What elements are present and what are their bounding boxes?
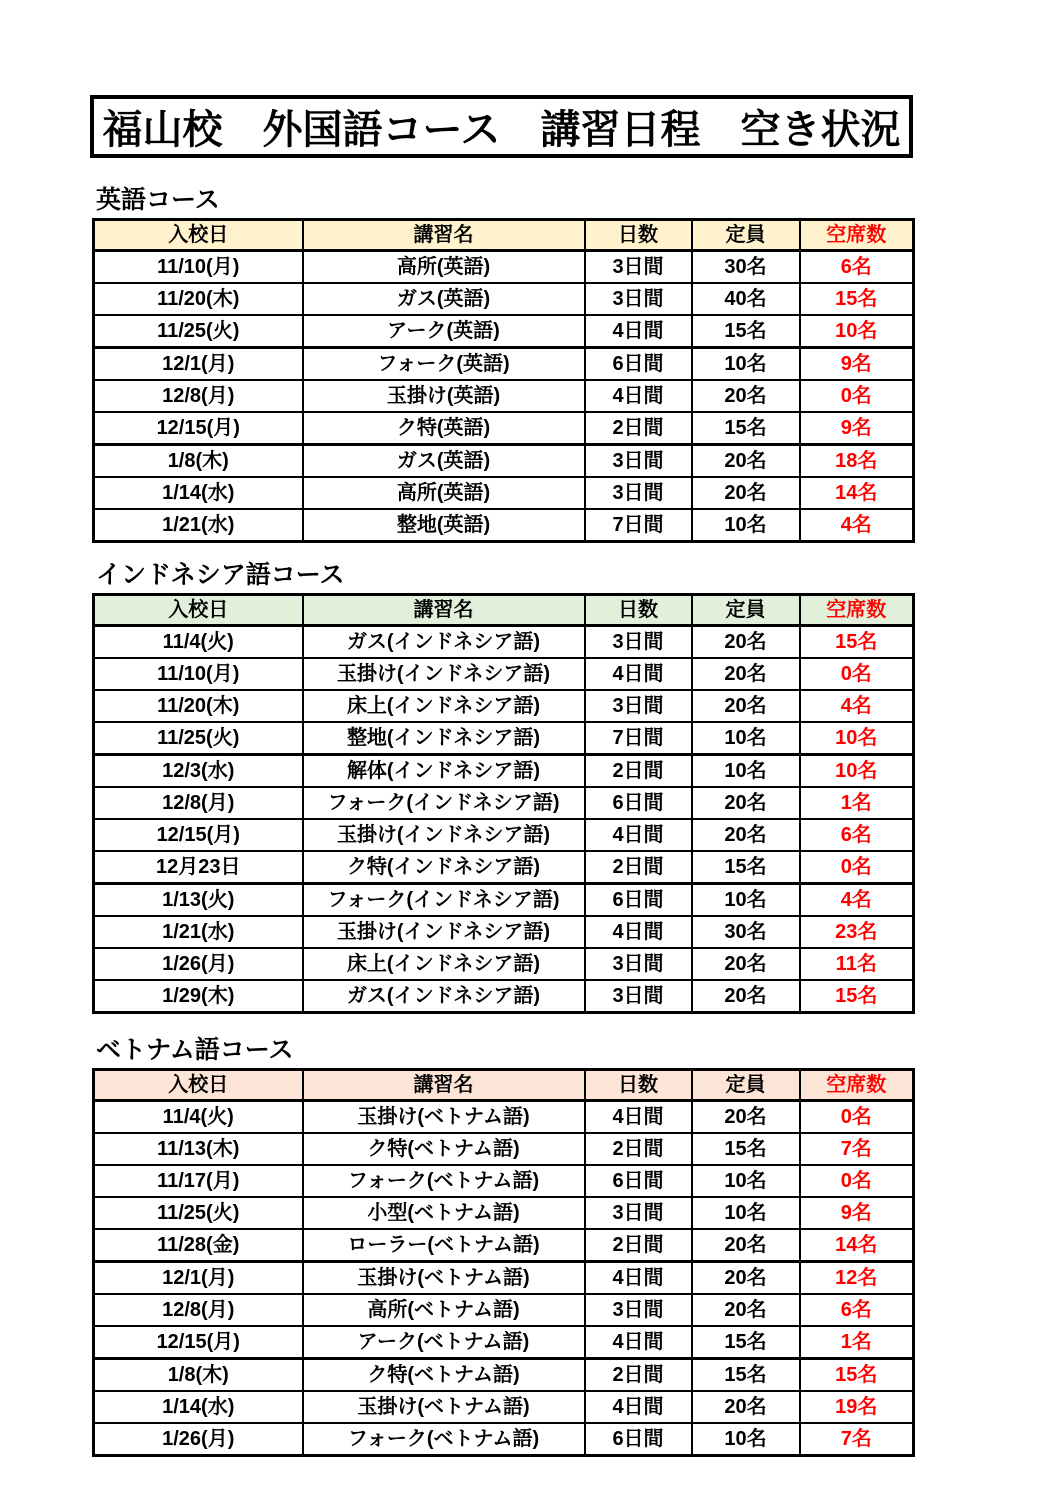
table-row [94, 283, 914, 315]
cell-entry-date: 12/15(月) [94, 412, 303, 445]
table-row [94, 626, 914, 659]
cell-capacity: 20名 [692, 445, 800, 478]
cell-course-name: ガス(インドネシア語) [303, 980, 585, 1013]
cell-days: 3日間 [585, 445, 692, 478]
cell-vacancy: 7名 [800, 1133, 914, 1165]
cell-entry-date: 11/20(木) [94, 283, 303, 315]
cell-days: 2日間 [585, 1229, 692, 1262]
cell-vacancy: 12名 [800, 1262, 914, 1295]
schedule-table-indonesian [92, 593, 915, 1014]
col-header-entry-date: 入校日 [94, 220, 303, 251]
table-row [94, 1229, 914, 1262]
cell-entry-date: 11/20(木) [94, 690, 303, 722]
cell-course-name: アーク(ベトナム語) [303, 1326, 585, 1359]
cell-days: 2日間 [585, 1359, 692, 1392]
table-row [94, 1423, 914, 1456]
cell-course-name: 高所(ベトナム語) [303, 1294, 585, 1326]
table-row [94, 251, 914, 284]
col-header-entry-date: 入校日 [94, 1070, 303, 1101]
cell-capacity: 15名 [692, 1133, 800, 1165]
cell-entry-date: 12/1(月) [94, 348, 303, 381]
col-header-capacity: 定員 [692, 1070, 800, 1101]
cell-course-name: 玉掛け(英語) [303, 380, 585, 412]
cell-days: 2日間 [585, 1133, 692, 1165]
cell-capacity: 10名 [692, 1423, 800, 1456]
cell-course-name: フォーク(ベトナム語) [303, 1165, 585, 1197]
table-row [94, 851, 914, 884]
cell-vacancy: 6名 [800, 1294, 914, 1326]
cell-capacity: 15名 [692, 1359, 800, 1392]
col-header-course-name: 講習名 [303, 1070, 585, 1101]
cell-entry-date: 12/8(月) [94, 380, 303, 412]
cell-course-name: 玉掛け(ベトナム語) [303, 1262, 585, 1295]
cell-days: 6日間 [585, 1423, 692, 1456]
page-title: 福山校 外国語コース 講習日程 空き状況 [102, 108, 901, 152]
cell-days: 6日間 [585, 1165, 692, 1197]
cell-vacancy: 1名 [800, 787, 914, 819]
table-row [94, 658, 914, 690]
cell-vacancy: 14名 [800, 477, 914, 509]
cell-vacancy: 10名 [800, 755, 914, 788]
table-row [94, 1165, 914, 1197]
cell-vacancy: 0名 [800, 1101, 914, 1134]
cell-vacancy: 6名 [800, 819, 914, 851]
cell-vacancy: 9名 [800, 1197, 914, 1229]
table-row [94, 315, 914, 348]
cell-course-name: 小型(ベトナム語) [303, 1197, 585, 1229]
cell-entry-date: 12/8(月) [94, 1294, 303, 1326]
table-row [94, 1197, 914, 1229]
cell-capacity: 20名 [692, 380, 800, 412]
cell-days: 3日間 [585, 251, 692, 284]
cell-course-name: フォーク(インドネシア語) [303, 787, 585, 819]
table-body-vietnamese [94, 1101, 914, 1456]
cell-vacancy: 4名 [800, 690, 914, 722]
cell-capacity: 40名 [692, 283, 800, 315]
cell-course-name: フォーク(インドネシア語) [303, 884, 585, 917]
cell-course-name: 玉掛け(ベトナム語) [303, 1391, 585, 1423]
cell-capacity: 30名 [692, 916, 800, 948]
cell-course-name: 玉掛け(ベトナム語) [303, 1101, 585, 1134]
cell-entry-date: 1/14(水) [94, 477, 303, 509]
col-header-course-name: 講習名 [303, 220, 585, 251]
cell-capacity: 10名 [692, 722, 800, 755]
cell-capacity: 10名 [692, 884, 800, 917]
course-section-vietnamese [92, 1035, 913, 1457]
cell-days: 3日間 [585, 690, 692, 722]
table-row [94, 477, 914, 509]
cell-vacancy: 15名 [800, 1359, 914, 1392]
cell-vacancy: 11名 [800, 948, 914, 980]
table-row [94, 1294, 914, 1326]
cell-vacancy: 0名 [800, 851, 914, 884]
cell-vacancy: 0名 [800, 1165, 914, 1197]
cell-days: 7日間 [585, 509, 692, 542]
cell-days: 2日間 [585, 851, 692, 884]
cell-capacity: 10名 [692, 348, 800, 381]
table-row [94, 1391, 914, 1423]
table-row [94, 884, 914, 917]
cell-entry-date: 11/25(火) [94, 315, 303, 348]
cell-capacity: 10名 [692, 1165, 800, 1197]
cell-capacity: 10名 [692, 509, 800, 542]
section-label-indonesian: インドネシア語コース [96, 561, 345, 589]
cell-course-name: ガス(英語) [303, 283, 585, 315]
table-row [94, 445, 914, 478]
cell-days: 3日間 [585, 283, 692, 315]
cell-entry-date: 11/4(火) [94, 626, 303, 659]
cell-days: 6日間 [585, 348, 692, 381]
cell-entry-date: 11/10(月) [94, 658, 303, 690]
col-header-course-name: 講習名 [303, 595, 585, 626]
cell-entry-date: 1/26(月) [94, 948, 303, 980]
header-row [94, 1070, 914, 1101]
cell-days: 6日間 [585, 787, 692, 819]
cell-vacancy: 10名 [800, 722, 914, 755]
table-row [94, 1359, 914, 1392]
cell-entry-date: 1/14(水) [94, 1391, 303, 1423]
table-row [94, 787, 914, 819]
cell-capacity: 20名 [692, 819, 800, 851]
cell-course-name: 整地(英語) [303, 509, 585, 542]
cell-days: 7日間 [585, 722, 692, 755]
table-row [94, 348, 914, 381]
cell-entry-date: 11/25(火) [94, 1197, 303, 1229]
cell-course-name: ガス(インドネシア語) [303, 626, 585, 659]
table-row [94, 755, 914, 788]
cell-course-name: 玉掛け(インドネシア語) [303, 658, 585, 690]
cell-course-name: 玉掛け(インドネシア語) [303, 819, 585, 851]
cell-entry-date: 12/15(月) [94, 819, 303, 851]
cell-entry-date: 12/15(月) [94, 1326, 303, 1359]
cell-vacancy: 15名 [800, 283, 914, 315]
cell-vacancy: 0名 [800, 380, 914, 412]
cell-vacancy: 6名 [800, 251, 914, 284]
course-section-indonesian [92, 560, 913, 1014]
cell-capacity: 20名 [692, 787, 800, 819]
cell-course-name: ガス(英語) [303, 445, 585, 478]
cell-vacancy: 4名 [800, 884, 914, 917]
cell-capacity: 10名 [692, 755, 800, 788]
table-row [94, 819, 914, 851]
cell-vacancy: 10名 [800, 315, 914, 348]
col-header-vacancy: 空席数 [800, 220, 914, 251]
cell-capacity: 20名 [692, 1294, 800, 1326]
cell-capacity: 15名 [692, 315, 800, 348]
cell-entry-date: 1/8(木) [94, 445, 303, 478]
cell-course-name: ク特(ベトナム語) [303, 1359, 585, 1392]
cell-vacancy: 9名 [800, 348, 914, 381]
cell-course-name: フォーク(ベトナム語) [303, 1423, 585, 1456]
col-header-capacity: 定員 [692, 595, 800, 626]
cell-capacity: 15名 [692, 851, 800, 884]
cell-course-name: 床上(インドネシア語) [303, 690, 585, 722]
cell-course-name: 解体(インドネシア語) [303, 755, 585, 788]
section-label-vietnamese: ベトナム語コース [96, 1036, 294, 1064]
cell-course-name: ク特(ベトナム語) [303, 1133, 585, 1165]
cell-capacity: 20名 [692, 690, 800, 722]
cell-capacity: 20名 [692, 948, 800, 980]
table-row [94, 948, 914, 980]
cell-days: 3日間 [585, 1197, 692, 1229]
cell-days: 4日間 [585, 658, 692, 690]
cell-entry-date: 12月23日 [94, 851, 303, 884]
cell-days: 6日間 [585, 884, 692, 917]
cell-vacancy: 4名 [800, 509, 914, 542]
cell-vacancy: 23名 [800, 916, 914, 948]
cell-course-name: 玉掛け(インドネシア語) [303, 916, 585, 948]
table-row [94, 690, 914, 722]
header-row [94, 595, 914, 626]
cell-capacity: 20名 [692, 1101, 800, 1134]
cell-entry-date: 1/21(水) [94, 509, 303, 542]
table-row [94, 509, 914, 542]
col-header-days: 日数 [585, 595, 692, 626]
cell-entry-date: 12/1(月) [94, 1262, 303, 1295]
table-row [94, 1326, 914, 1359]
cell-course-name: ローラー(ベトナム語) [303, 1229, 585, 1262]
cell-entry-date: 11/28(金) [94, 1229, 303, 1262]
cell-entry-date: 1/13(火) [94, 884, 303, 917]
table-row [94, 916, 914, 948]
cell-capacity: 20名 [692, 477, 800, 509]
cell-vacancy: 19名 [800, 1391, 914, 1423]
course-section-english [92, 185, 913, 543]
cell-entry-date: 11/17(月) [94, 1165, 303, 1197]
col-header-vacancy: 空席数 [800, 595, 914, 626]
cell-entry-date: 1/29(木) [94, 980, 303, 1013]
col-header-capacity: 定員 [692, 220, 800, 251]
cell-course-name: 整地(インドネシア語) [303, 722, 585, 755]
cell-entry-date: 1/26(月) [94, 1423, 303, 1456]
cell-days: 2日間 [585, 755, 692, 788]
table-row [94, 1262, 914, 1295]
cell-capacity: 10名 [692, 1197, 800, 1229]
cell-entry-date: 11/25(火) [94, 722, 303, 755]
cell-days: 3日間 [585, 626, 692, 659]
cell-course-name: フォーク(英語) [303, 348, 585, 381]
cell-entry-date: 12/8(月) [94, 787, 303, 819]
page-title-box [90, 95, 913, 158]
cell-days: 4日間 [585, 315, 692, 348]
cell-days: 3日間 [585, 948, 692, 980]
cell-vacancy: 0名 [800, 658, 914, 690]
section-label-english: 英語コース [96, 186, 220, 214]
cell-entry-date: 12/3(水) [94, 755, 303, 788]
table-row [94, 412, 914, 445]
cell-days: 2日間 [585, 412, 692, 445]
cell-days: 3日間 [585, 1294, 692, 1326]
table-row [94, 1101, 914, 1134]
table-row [94, 980, 914, 1013]
cell-entry-date: 11/13(木) [94, 1133, 303, 1165]
table-row [94, 1133, 914, 1165]
cell-days: 4日間 [585, 819, 692, 851]
cell-course-name: ク特(インドネシア語) [303, 851, 585, 884]
cell-course-name: 高所(英語) [303, 251, 585, 284]
col-header-days: 日数 [585, 220, 692, 251]
cell-capacity: 30名 [692, 251, 800, 284]
table-row [94, 722, 914, 755]
cell-days: 4日間 [585, 1101, 692, 1134]
cell-days: 4日間 [585, 380, 692, 412]
cell-capacity: 20名 [692, 626, 800, 659]
cell-capacity: 15名 [692, 1326, 800, 1359]
table-body-english [94, 251, 914, 542]
cell-vacancy: 15名 [800, 980, 914, 1013]
cell-capacity: 15名 [692, 412, 800, 445]
cell-vacancy: 7名 [800, 1423, 914, 1456]
table-row [94, 380, 914, 412]
header-row [94, 220, 914, 251]
cell-capacity: 20名 [692, 980, 800, 1013]
cell-days: 3日間 [585, 477, 692, 509]
cell-capacity: 20名 [692, 1229, 800, 1262]
cell-course-name: ク特(英語) [303, 412, 585, 445]
cell-capacity: 20名 [692, 1262, 800, 1295]
table-body-indonesian [94, 626, 914, 1013]
cell-days: 4日間 [585, 1262, 692, 1295]
cell-vacancy: 9名 [800, 412, 914, 445]
cell-course-name: 高所(英語) [303, 477, 585, 509]
cell-entry-date: 11/4(火) [94, 1101, 303, 1134]
cell-capacity: 20名 [692, 658, 800, 690]
cell-entry-date: 11/10(月) [94, 251, 303, 284]
cell-entry-date: 1/21(水) [94, 916, 303, 948]
col-header-vacancy: 空席数 [800, 1070, 914, 1101]
cell-vacancy: 18名 [800, 445, 914, 478]
cell-course-name: アーク(英語) [303, 315, 585, 348]
cell-course-name: 床上(インドネシア語) [303, 948, 585, 980]
cell-days: 4日間 [585, 1391, 692, 1423]
schedule-table-english [92, 218, 915, 543]
cell-vacancy: 14名 [800, 1229, 914, 1262]
cell-entry-date: 1/8(木) [94, 1359, 303, 1392]
cell-days: 4日間 [585, 916, 692, 948]
schedule-table-vietnamese [92, 1068, 915, 1457]
cell-days: 4日間 [585, 1326, 692, 1359]
cell-vacancy: 15名 [800, 626, 914, 659]
cell-vacancy: 1名 [800, 1326, 914, 1359]
cell-days: 3日間 [585, 980, 692, 1013]
cell-capacity: 20名 [692, 1391, 800, 1423]
col-header-entry-date: 入校日 [94, 595, 303, 626]
col-header-days: 日数 [585, 1070, 692, 1101]
